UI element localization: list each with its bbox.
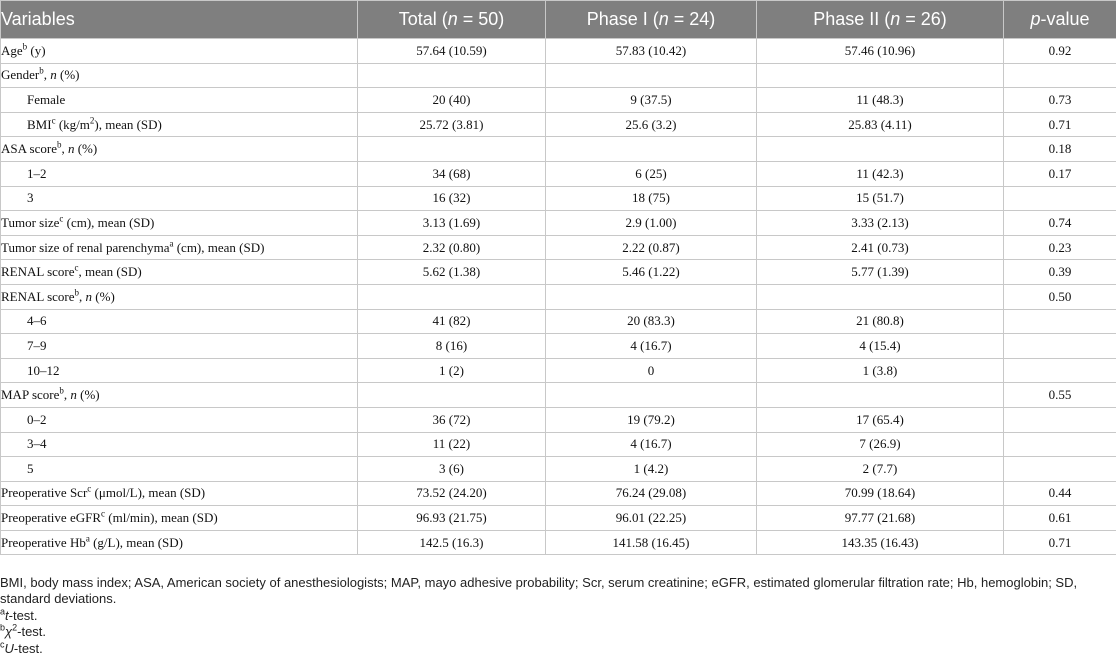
cell-total: 5.62 (1.38) [358,260,546,285]
cell-p [1004,407,1116,432]
cell-total: 57.64 (10.59) [358,39,546,64]
cell-phase2: 97.77 (21.68) [757,506,1004,531]
cell-total [358,284,546,309]
cell-total: 3 (6) [358,457,546,482]
row-label: 5 [1,457,358,482]
table-row [1,88,1116,113]
cell-total: 2.32 (0.80) [358,235,546,260]
header-variables: Variables [1,1,358,39]
table-row [1,334,1116,359]
header-pvalue: p-value [1004,1,1116,39]
cell-phase1: 76.24 (29.08) [546,481,757,506]
cell-phase1 [546,383,757,408]
row-label: Preoperative Hb$^a$ (g/L), mean (SD) [1,530,358,555]
cell-phase1: 141.58 (16.45) [546,530,757,555]
cell-phase1: 1 (4.2) [546,457,757,482]
cell-phase2: 15 (51.7) [757,186,1004,211]
footnote-c: $^c$U-test. [0,639,43,656]
cell-phase2: 3.33 (2.13) [757,211,1004,236]
table-row [1,530,1116,555]
cell-p: 0.39 [1004,260,1116,285]
table-row [1,506,1116,531]
cell-phase1: 4 (16.7) [546,432,757,457]
table-row [1,137,1116,162]
cell-phase2: 1 (3.8) [757,358,1004,383]
cell-phase2 [757,383,1004,408]
cell-phase2 [757,137,1004,162]
cell-p: 0.17 [1004,161,1116,186]
table-row [1,407,1116,432]
table-row [1,432,1116,457]
cell-phase2: 143.35 (16.43) [757,530,1004,555]
cell-total: 96.93 (21.75) [358,506,546,531]
cell-phase1 [546,63,757,88]
row-label: 3–4 [1,432,358,457]
header-phase1: Phase I (n = 24) [546,1,757,39]
cell-phase1: 9 (37.5) [546,88,757,113]
row-label: Female [1,88,358,113]
cell-total [358,383,546,408]
cell-phase1: 0 [546,358,757,383]
cell-total: 16 (32) [358,186,546,211]
cell-p [1004,457,1116,482]
cell-total: 25.72 (3.81) [358,112,546,137]
row-label: RENAL score$^c$, mean (SD) [1,260,358,285]
cell-phase1: 4 (16.7) [546,334,757,359]
table-body [1,39,1116,555]
cell-phase1 [546,284,757,309]
cell-phase1 [546,137,757,162]
table-row [1,457,1116,482]
table-header [1,1,1116,39]
cell-total: 11 (22) [358,432,546,457]
row-label: Tumor size of renal parenchyma$^a$ (cm), mean (SD) [1,235,358,260]
cell-p: 0.92 [1004,39,1116,64]
cell-p [1004,358,1116,383]
table-row [1,309,1116,334]
table-row [1,39,1116,64]
header-row [1,1,1116,39]
cell-total: 8 (16) [358,334,546,359]
table-row [1,161,1116,186]
table-row [1,63,1116,88]
table-row [1,358,1116,383]
cell-p [1004,309,1116,334]
cell-total: 3.13 (1.69) [358,211,546,236]
cell-phase1: 18 (75) [546,186,757,211]
cell-phase2: 5.77 (1.39) [757,260,1004,285]
cell-total: 142.5 (16.3) [358,530,546,555]
cell-phase2: 2.41 (0.73) [757,235,1004,260]
table-row [1,383,1116,408]
row-label: Age$^b$ (y) [1,39,358,64]
cell-p [1004,334,1116,359]
cell-total: 36 (72) [358,407,546,432]
table-row [1,284,1116,309]
cell-phase2: 11 (48.3) [757,88,1004,113]
cell-p: 0.74 [1004,211,1116,236]
cell-total: 73.52 (24.20) [358,481,546,506]
footnote-a: $^a$t-test. [0,606,38,623]
cell-total [358,137,546,162]
row-label: Tumor size$^c$ (cm), mean (SD) [1,211,358,236]
header-phase2: Phase II (n = 26) [757,1,1004,39]
table-row [1,481,1116,506]
cell-phase1: 6 (25) [546,161,757,186]
row-label: Gender$^b$, n (%) [1,63,358,88]
cell-phase2 [757,284,1004,309]
cell-phase2: 4 (15.4) [757,334,1004,359]
table-row [1,186,1116,211]
cell-phase2 [757,63,1004,88]
row-label: Preoperative Scr$^c$ (μmol/L), mean (SD) [1,481,358,506]
cell-p: 0.71 [1004,530,1116,555]
cell-phase2: 2 (7.7) [757,457,1004,482]
table-row [1,260,1116,285]
row-label: 3 [1,186,358,211]
cell-phase2: 21 (80.8) [757,309,1004,334]
cell-phase1: 20 (83.3) [546,309,757,334]
row-label: 10–12 [1,358,358,383]
cell-phase2: 11 (42.3) [757,161,1004,186]
cell-phase1: 2.22 (0.87) [546,235,757,260]
row-label: MAP score$^b$, n (%) [1,383,358,408]
table-footnotes [0,575,1110,657]
cell-p: 0.73 [1004,88,1116,113]
row-label: 7–9 [1,334,358,359]
row-label: 4–6 [1,309,358,334]
cell-phase1: 19 (79.2) [546,407,757,432]
cell-p: 0.44 [1004,481,1116,506]
cell-p: 0.55 [1004,383,1116,408]
cell-p [1004,432,1116,457]
cell-total [358,63,546,88]
cell-phase1: 5.46 (1.22) [546,260,757,285]
cell-phase2: 70.99 (18.64) [757,481,1004,506]
cell-phase1: 25.6 (3.2) [546,112,757,137]
table-row [1,235,1116,260]
cell-p: 0.50 [1004,284,1116,309]
cell-phase2: 7 (26.9) [757,432,1004,457]
cell-p: 0.18 [1004,137,1116,162]
cell-phase1: 96.01 (22.25) [546,506,757,531]
cell-phase2: 17 (65.4) [757,407,1004,432]
row-label: BMI$^c$ $(kg/m^2)$, mean (SD) [1,112,358,137]
cell-phase1: 57.83 (10.42) [546,39,757,64]
table-row [1,211,1116,236]
footnote-abbreviations: BMI, body mass index; ASA, American society of anesthesiologists; MAP, mayo adhesive probability; Scr, serum creatinine; eGFR, estimated glomerular filtration rate; Hb, hemoglobin; SD, standard deviations. [0,575,1078,607]
cell-phase1: 2.9 (1.00) [546,211,757,236]
row-label: 0–2 [1,407,358,432]
row-label: 1–2 [1,161,358,186]
row-label: ASA score$^b$, n (%) [1,137,358,162]
cell-p: 0.23 [1004,235,1116,260]
row-label: RENAL score$^b$, n (%) [1,284,358,309]
cell-p: 0.71 [1004,112,1116,137]
cell-total: 20 (40) [358,88,546,113]
header-total: Total (n = 50) [358,1,546,39]
cell-p [1004,186,1116,211]
row-label: Preoperative eGFR$^c$ (ml/min), mean (SD) [1,506,358,531]
cell-total: 1 (2) [358,358,546,383]
footnote-b: $^b\chi^2$-test. [0,622,47,640]
cell-phase2: 57.46 (10.96) [757,39,1004,64]
cell-total: 41 (82) [358,309,546,334]
cell-p: 0.61 [1004,506,1116,531]
table-row [1,112,1116,137]
cell-total: 34 (68) [358,161,546,186]
cell-phase2: 25.83 (4.11) [757,112,1004,137]
cell-p [1004,63,1116,88]
